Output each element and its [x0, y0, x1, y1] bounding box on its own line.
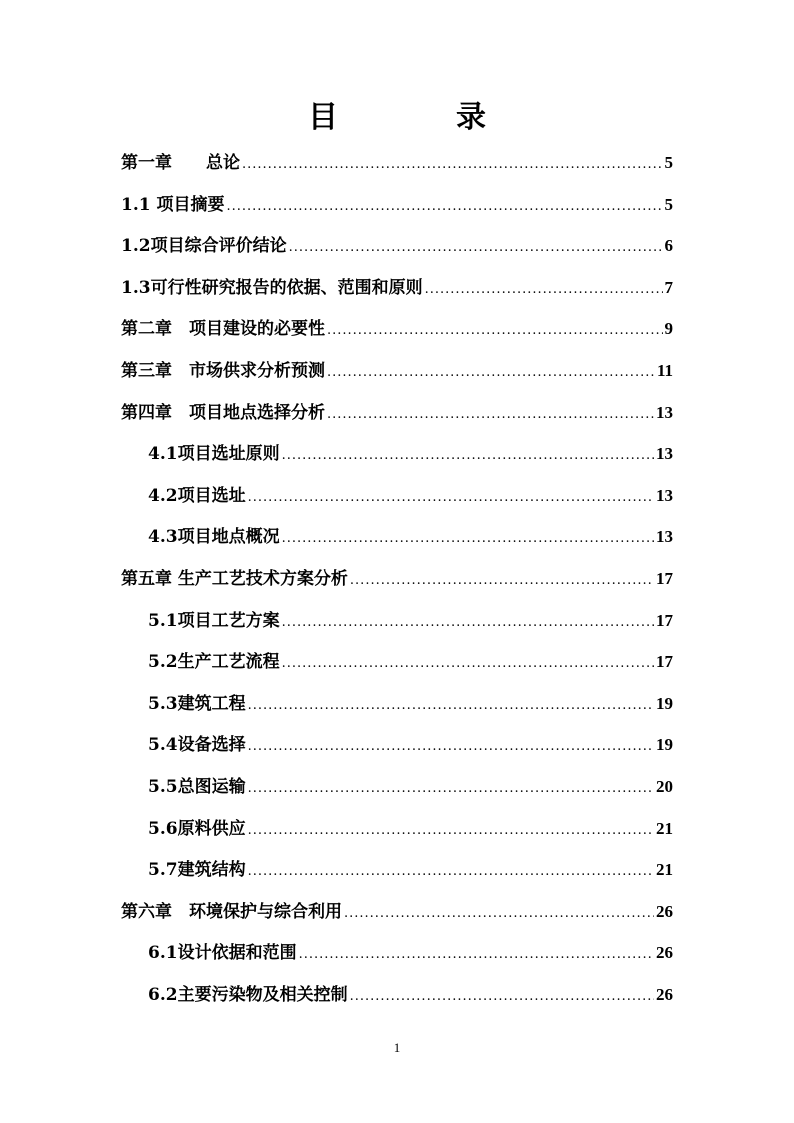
- toc-entry-page: 9: [664, 319, 673, 339]
- toc-dot-leader: [327, 394, 654, 436]
- toc-list: [121, 142, 673, 1015]
- toc-entry[interactable]: [121, 932, 673, 974]
- toc-entry-label: 4.3项目地点概况: [148, 527, 280, 548]
- toc-entry[interactable]: [121, 766, 673, 808]
- toc-entry-page: 7: [664, 277, 673, 297]
- toc-dot-leader: [248, 768, 654, 810]
- toc-dot-leader: [425, 269, 663, 311]
- toc-entry-label: 5.3建筑工程: [148, 693, 246, 714]
- toc-dot-leader: [327, 310, 663, 352]
- toc-entry-label: 4.2项目选址: [148, 485, 246, 506]
- toc-entry-label: 6.1设计依据和范围: [148, 943, 297, 964]
- toc-entry[interactable]: [121, 433, 673, 475]
- toc-entry-label: 6.2主要污染物及相关控制: [148, 984, 348, 1005]
- toc-entry-page: 21: [656, 818, 673, 838]
- toc-entry[interactable]: [121, 516, 673, 558]
- toc-entry[interactable]: [121, 600, 673, 642]
- toc-entry-label: 第二章 项目建设的必要性: [121, 319, 325, 340]
- toc-entry[interactable]: [121, 267, 673, 309]
- toc-entry[interactable]: [121, 974, 673, 1016]
- toc-title: [0, 98, 794, 138]
- toc-dot-leader: [327, 352, 655, 394]
- toc-entry[interactable]: [121, 225, 673, 267]
- toc-dot-leader: [248, 477, 654, 519]
- toc-entry-label: 第五章 生产工艺技术方案分析: [121, 568, 348, 589]
- toc-entry-page: 5: [664, 194, 673, 214]
- toc-entry-page: 13: [656, 444, 673, 464]
- toc-dot-leader: [282, 518, 654, 560]
- toc-entry-label: 1.2项目综合评价结论: [121, 236, 287, 257]
- toc-dot-leader: [299, 934, 654, 976]
- toc-entry-label: 1.1 项目摘要: [121, 194, 225, 215]
- toc-entry[interactable]: [121, 350, 673, 392]
- toc-entry[interactable]: [121, 849, 673, 891]
- toc-dot-leader: [350, 560, 654, 602]
- toc-dot-leader: [248, 685, 654, 727]
- toc-entry[interactable]: [121, 308, 673, 350]
- toc-entry[interactable]: [121, 891, 673, 933]
- toc-entry-page: 26: [656, 984, 673, 1004]
- toc-entry-label: 第一章 总论: [121, 153, 240, 173]
- toc-title-char-1: 目: [308, 100, 338, 135]
- toc-entry-page: 17: [656, 610, 673, 630]
- toc-entry-label: 5.4设备选择: [148, 735, 246, 756]
- toc-entry[interactable]: [121, 683, 673, 725]
- toc-entry[interactable]: [121, 808, 673, 850]
- toc-entry-page: 13: [656, 527, 673, 547]
- toc-dot-leader: [282, 435, 654, 477]
- toc-entry[interactable]: [121, 724, 673, 766]
- toc-entry[interactable]: [121, 641, 673, 683]
- toc-dot-leader: [248, 726, 654, 768]
- toc-dot-leader: [344, 893, 654, 935]
- toc-entry-page: 17: [656, 568, 673, 588]
- toc-entry-page: 19: [656, 693, 673, 713]
- toc-dot-leader: [289, 227, 663, 269]
- toc-entry-label: 第六章 环境保护与综合利用: [121, 901, 342, 922]
- toc-entry-label: 5.1项目工艺方案: [148, 610, 280, 631]
- toc-entry-label: 1.3可行性研究报告的依据、范围和原则: [121, 277, 423, 298]
- toc-title-char-2: 录: [456, 100, 486, 135]
- toc-entry-page: 26: [656, 943, 673, 963]
- toc-entry-page: 13: [656, 402, 673, 422]
- toc-dot-leader: [282, 602, 654, 644]
- toc-entry-label: 5.2生产工艺流程: [148, 652, 280, 673]
- toc-entry-label: 4.1项目选址原则: [148, 444, 280, 465]
- toc-dot-leader: [248, 851, 654, 893]
- toc-entry-label: 5.6原料供应: [148, 818, 246, 839]
- toc-entry-label: 5.5总图运输: [148, 776, 246, 797]
- toc-entry-page: 5: [664, 153, 673, 172]
- toc-dot-leader: [227, 186, 663, 228]
- toc-entry-page: 13: [656, 485, 673, 505]
- toc-entry-label: 5.7建筑结构: [148, 860, 246, 881]
- toc-entry-label: 第三章 市场供求分析预测: [121, 360, 325, 381]
- toc-dot-leader: [248, 810, 654, 852]
- toc-entry-label: 第四章 项目地点选择分析: [121, 402, 325, 423]
- toc-entry-page: 20: [656, 776, 673, 796]
- toc-entry-page: 21: [656, 860, 673, 880]
- toc-entry[interactable]: [121, 558, 673, 600]
- page-number: 1: [393, 1040, 401, 1055]
- toc-entry[interactable]: [121, 184, 673, 226]
- toc-entry-page: 17: [656, 652, 673, 672]
- toc-entry[interactable]: [121, 142, 673, 184]
- toc-entry[interactable]: [121, 475, 673, 517]
- toc-entry-page: 26: [656, 901, 673, 921]
- toc-entry[interactable]: [121, 392, 673, 434]
- toc-entry-page: 19: [656, 735, 673, 755]
- toc-entry-page: 6: [664, 236, 673, 256]
- toc-dot-leader: [282, 643, 654, 685]
- toc-dot-leader: [242, 144, 663, 186]
- toc-entry-page: 11: [656, 360, 673, 380]
- toc-dot-leader: [350, 976, 654, 1018]
